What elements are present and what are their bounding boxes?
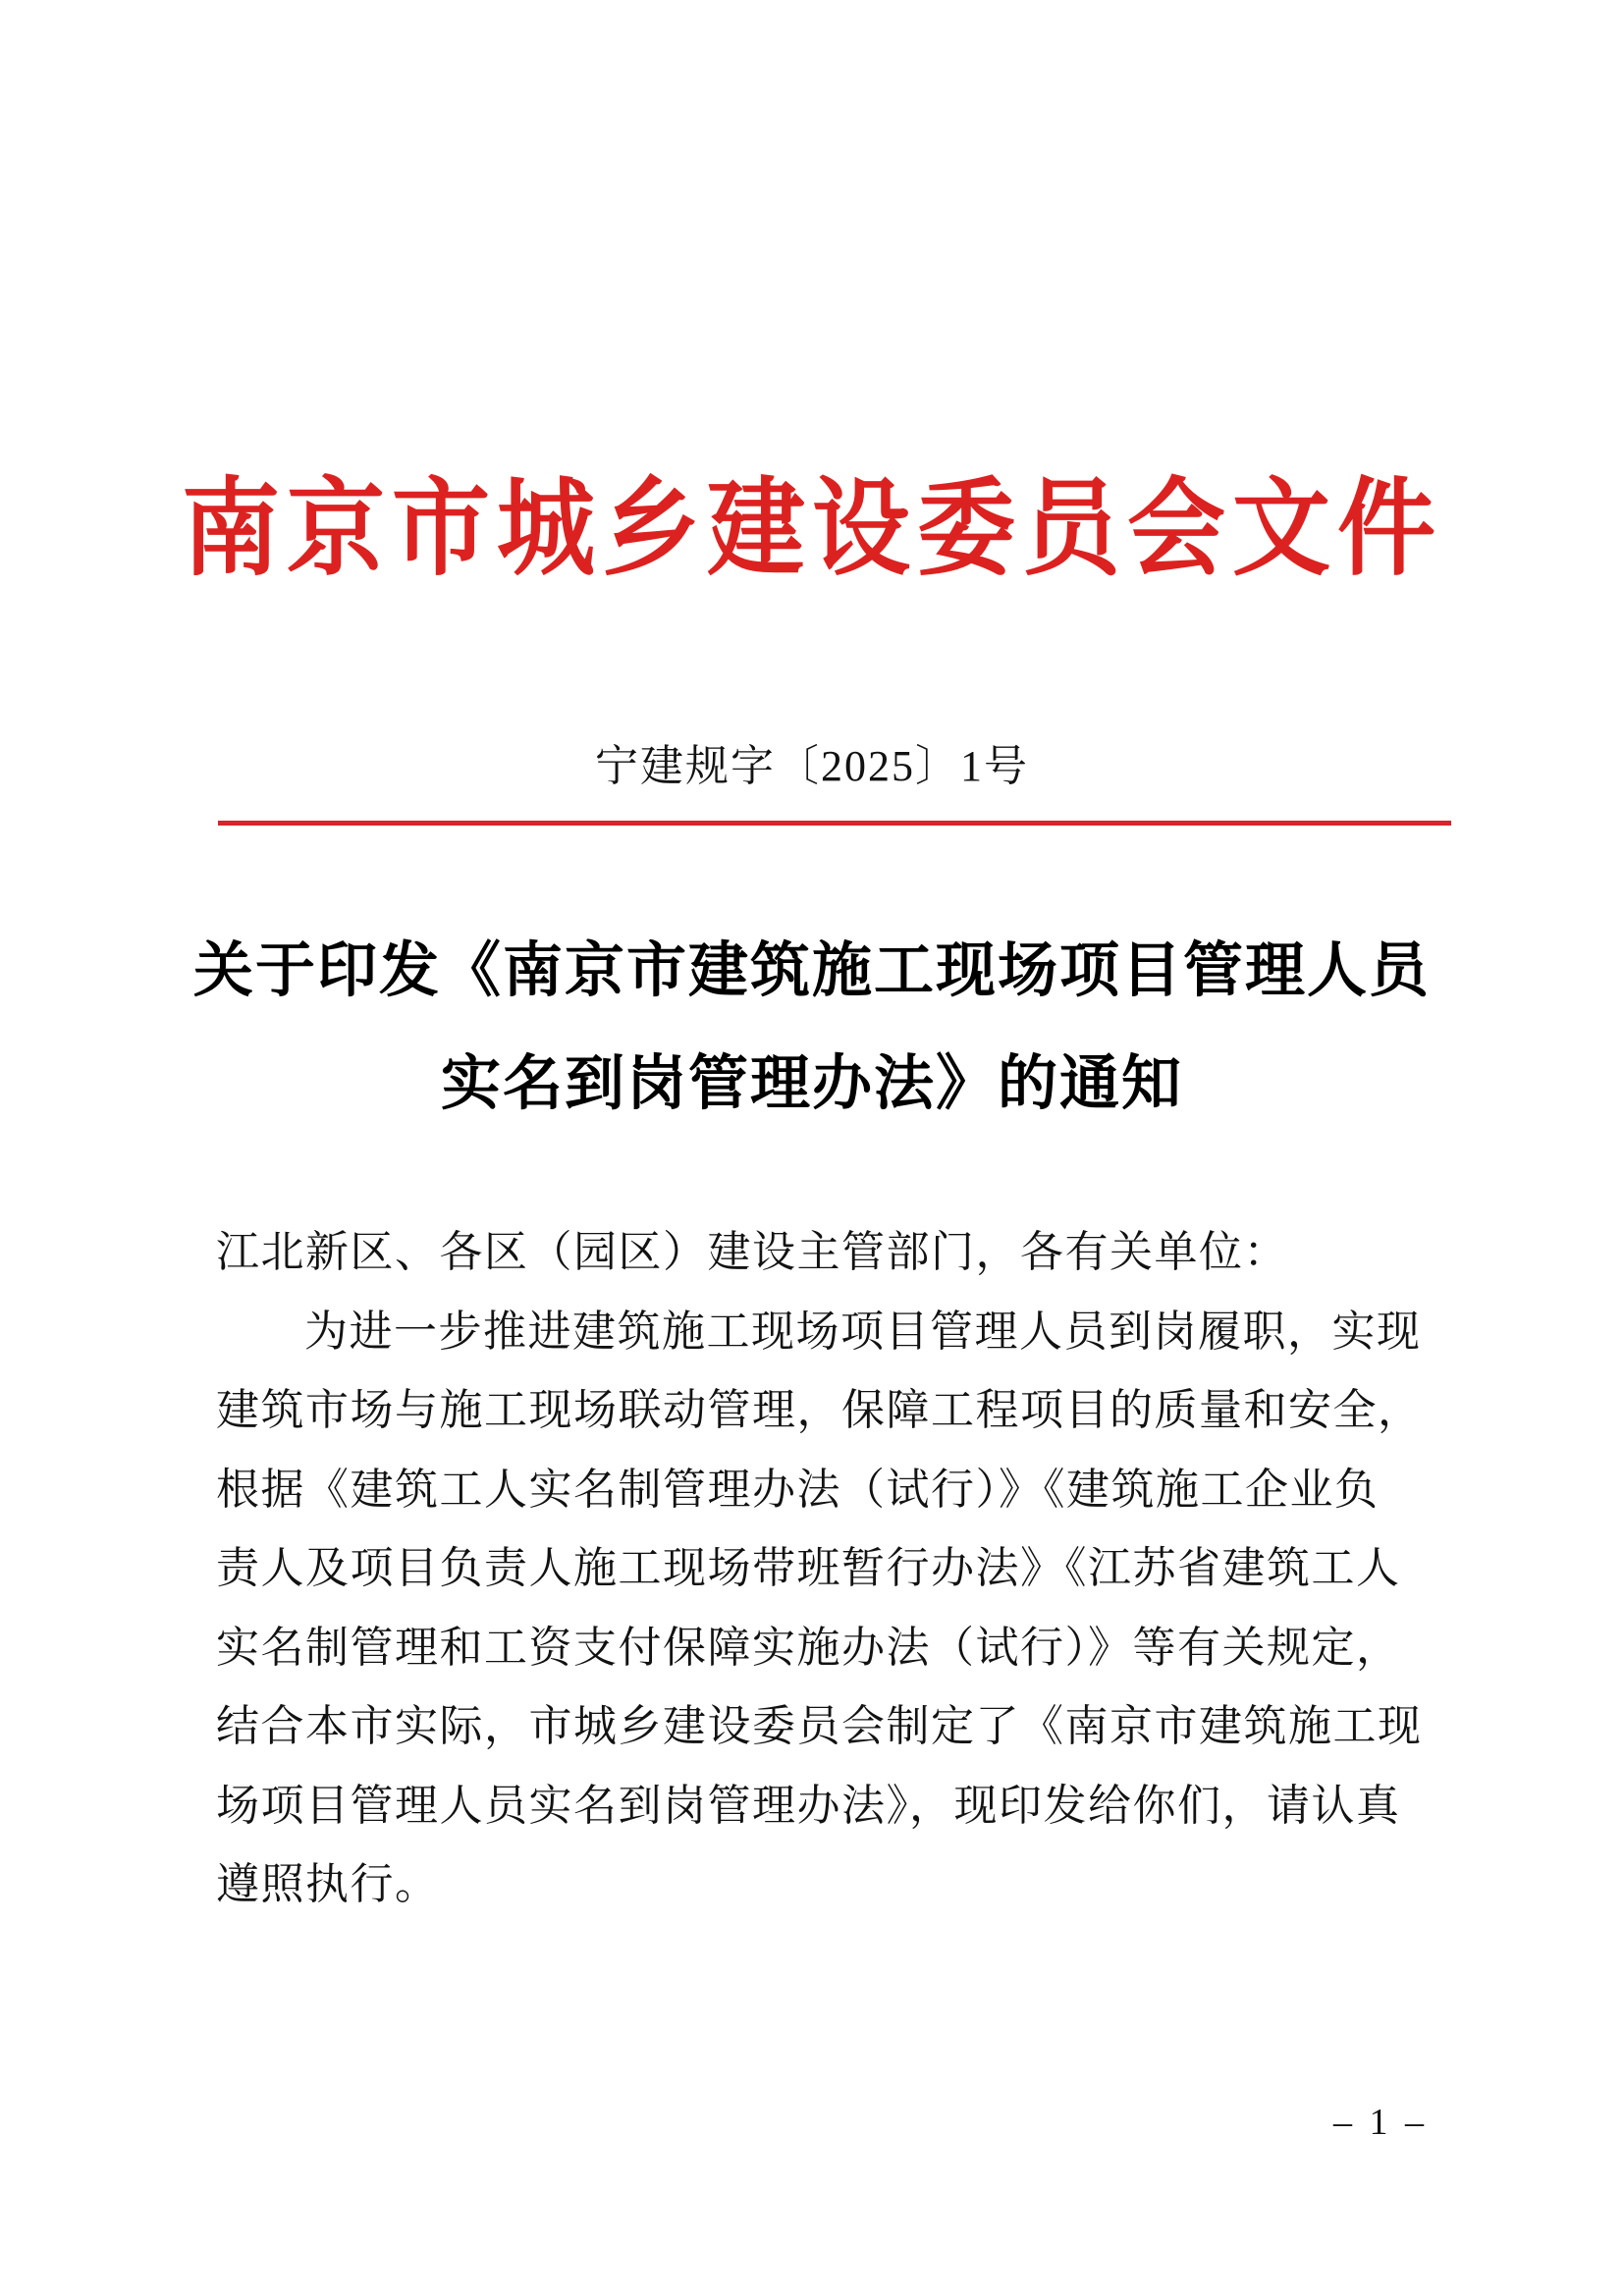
document-title-line-2: 实名到岗管理办法》的通知: [440, 1051, 1183, 1117]
document-title-line-1: 关于印发《南京市建筑施工现场项目管理人员: [192, 938, 1431, 1004]
agency-header-title: 南京市城乡建设委员会文件: [182, 470, 1442, 589]
page-number: – 1 –: [1333, 2102, 1428, 2143]
body-text-line: 实名制管理和工资支付保障实施办法（试行）》等有关规定，: [216, 1623, 1401, 1672]
document-title: [0, 915, 1624, 1141]
document-number: 宁建规字〔2025〕1号: [595, 742, 1029, 790]
red-separator-rule: [218, 821, 1451, 826]
document-body: [216, 1213, 1423, 1925]
body-text-line: 遵照执行。: [216, 1860, 440, 1908]
body-text-line: 根据《建筑工人实名制管理办法（试行）》《建筑施工企业负: [216, 1465, 1380, 1514]
body-text-line: 责人及项目负责人施工现场带班暂行办法》《江苏省建筑工人: [216, 1544, 1401, 1592]
body-text-line: 场项目管理人员实名到岗管理办法》，现印发给你们，请认真: [216, 1781, 1401, 1830]
salutation-line: 江北新区、各区（园区）建设主管部门，各有关单位：: [216, 1228, 1288, 1276]
body-text-line: 为进一步推进建筑施工现场项目管理人员到岗履职，实现: [304, 1307, 1422, 1356]
body-text-line: 建筑市场与施工现场联动管理，保障工程项目的质量和安全，: [216, 1386, 1423, 1434]
body-text-line: 结合本市实际，市城乡建设委员会制定了《南京市建筑施工现: [216, 1702, 1423, 1750]
